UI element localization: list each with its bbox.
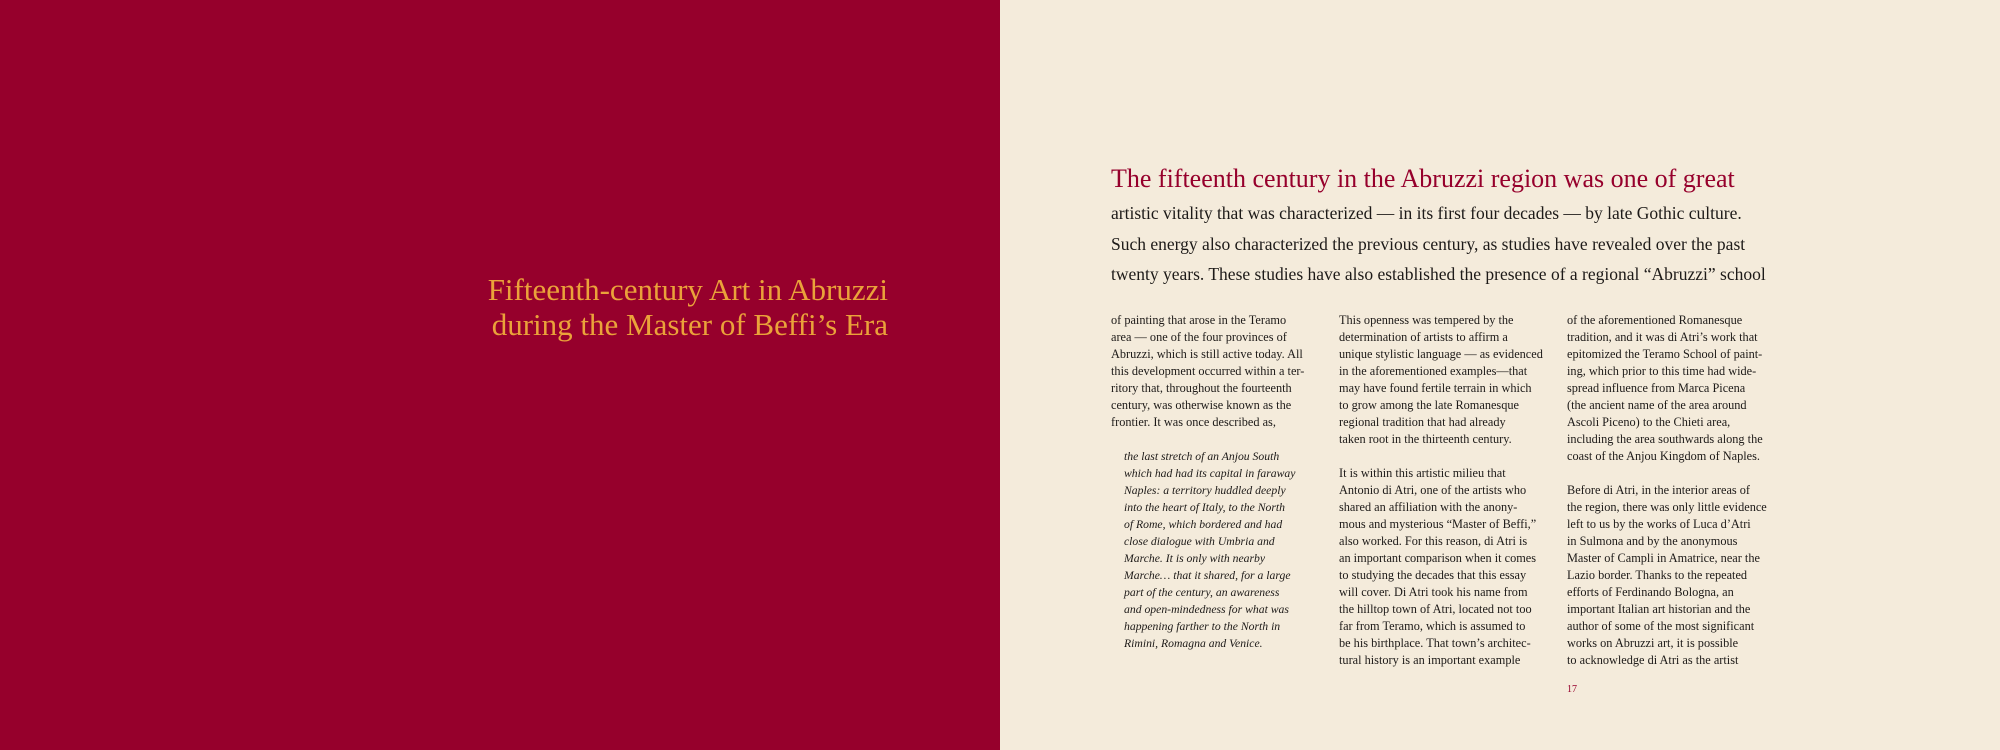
quote-line: Rimini, Romagna and Venice. (1124, 637, 1263, 650)
lead-line: Such energy also characterized the previous century, as studies have revealed over the past (1111, 233, 1746, 254)
chapter-title (328, 272, 888, 342)
block-quote (1111, 448, 1321, 652)
body-text-line: be his birthplace. That town’s architec- (1339, 636, 1531, 650)
body-text-line: taken root in the thirteenth century. (1339, 432, 1512, 446)
body-text-line: Lazio border. Thanks to the repeated (1567, 568, 1748, 582)
quote-line: which had had its capital in faraway (1124, 467, 1296, 480)
paragraph-break (1339, 448, 1549, 465)
body-text-line: (the ancient name of the area around (1567, 398, 1747, 412)
body-text-line: spread influence from Marca Picena (1567, 381, 1746, 395)
quote-line: of Rome, which bordered and had (1124, 518, 1283, 531)
body-text-line: ing, which prior to this time had wide- (1567, 364, 1757, 378)
quote-line: into the heart of Italy, to the North (1124, 501, 1286, 514)
body-text-line: frontier. It was once described as, (1111, 415, 1276, 429)
body-text-line: This openness was tempered by the (1339, 313, 1514, 327)
quote-line: Marche… that it shared, for a large (1124, 569, 1291, 582)
text-column-2 (1339, 312, 1549, 669)
body-text-line: Before di Atri, in the interior areas of (1567, 483, 1751, 497)
paragraph-break (1111, 431, 1321, 448)
lead-line: twenty years. These studies have also established the presence of a regional “Abruzzi” school (1111, 264, 1766, 284)
body-text-line: mous and mysterious “Master of Beffi,” (1339, 517, 1537, 531)
quote-line: part of the century, an awareness (1124, 586, 1280, 599)
body-text-line: shared an affiliation with the anony- (1339, 500, 1518, 514)
body-text-line: tradition, and it was di Atri’s work that (1567, 330, 1758, 344)
body-text-line: area — one of the four provinces of (1111, 330, 1287, 344)
body-text-line: unique stylistic language — as evidenced (1339, 347, 1543, 361)
body-text-line: tural history is an important example (1339, 653, 1521, 667)
quote-line: and open-mindedness for what was (1124, 603, 1289, 616)
body-text-line: will cover. Di Atri took his name from (1339, 585, 1528, 599)
body-text-line: in Sulmona and by the anonymous (1567, 534, 1738, 548)
text-column-1 (1111, 312, 1321, 652)
body-text-line: may have found fertile terrain in which (1339, 381, 1532, 395)
body-text-line: efforts of Ferdinando Bologna, an (1567, 585, 1734, 599)
body-text-line: far from Teramo, which is assumed to (1339, 619, 1526, 633)
body-text-line: determination of artists to affirm a (1339, 330, 1508, 344)
body-text-line: century, was otherwise known as the (1111, 398, 1292, 412)
lead-paragraph (1111, 160, 1891, 290)
body-text-line: including the area southwards along the (1567, 432, 1763, 446)
quote-line: happening farther to the North in (1124, 620, 1281, 633)
paragraph-break (1567, 465, 1777, 482)
quote-line: Naples: a territory huddled deeply (1124, 484, 1286, 497)
body-text-line: of painting that arose in the Teramo (1111, 313, 1287, 327)
lead-line: artistic vitality that was characterized — in its first four decades — by late Gothic culture. (1111, 203, 1742, 223)
body-text-line: Ascoli Piceno) to the Chieti area, (1567, 415, 1731, 429)
body-text-line: left to us by the works of Luca d’Atri (1567, 517, 1751, 531)
body-text-line: of the aforementioned Romanesque (1567, 313, 1743, 327)
page-number: 17 (1567, 684, 1577, 695)
body-text-line: author of some of the most significant (1567, 619, 1755, 633)
chapter-title-line: Fifteenth-century Art in Abruzzi (487, 272, 888, 307)
body-text-line: to grow among the late Romanesque (1339, 398, 1519, 412)
text-column-3 (1567, 312, 1777, 669)
chapter-title-line: during the Master of Beffi’s Era (491, 307, 888, 342)
body-text-line: this development occurred within a ter- (1111, 364, 1305, 378)
body-text-line: also worked. For this reason, di Atri is (1339, 534, 1528, 548)
quote-line: close dialogue with Umbria and (1124, 535, 1275, 548)
body-text-line: epitomized the Teramo School of paint- (1567, 347, 1763, 361)
quote-line: the last stretch of an Anjou South (1124, 450, 1280, 463)
body-text-line: to studying the decades that this essay (1339, 568, 1527, 582)
body-text-line: regional tradition that had already (1339, 415, 1506, 429)
right-page (1000, 0, 2000, 750)
body-text-line: an important comparison when it comes (1339, 551, 1537, 565)
body-text-line: the hilltop town of Atri, located not too (1339, 602, 1532, 616)
body-text-line: in the aforementioned examples—that (1339, 364, 1528, 378)
body-text-line: It is within this artistic milieu that (1339, 466, 1506, 480)
quote-line: Marche. It is only with nearby (1124, 552, 1266, 565)
body-text-line: the region, there was only little evidence (1567, 500, 1767, 514)
body-text-line: Antonio di Atri, one of the artists who (1339, 483, 1527, 497)
body-text-line: to acknowledge di Atri as the artist (1567, 653, 1739, 667)
lead-line-highlight: The fifteenth century in the Abruzzi region was one of great (1111, 164, 1735, 193)
body-text-line: ritory that, throughout the fourteenth (1111, 381, 1292, 395)
body-text-line: important Italian art historian and the (1567, 602, 1751, 616)
body-text-line: works on Abruzzi art, it is possible (1567, 636, 1739, 650)
body-text-line: Abruzzi, which is still active today. All (1111, 347, 1303, 361)
body-text-line: coast of the Anjou Kingdom of Naples. (1567, 449, 1760, 463)
body-text-line: Master of Campli in Amatrice, near the (1567, 551, 1760, 565)
